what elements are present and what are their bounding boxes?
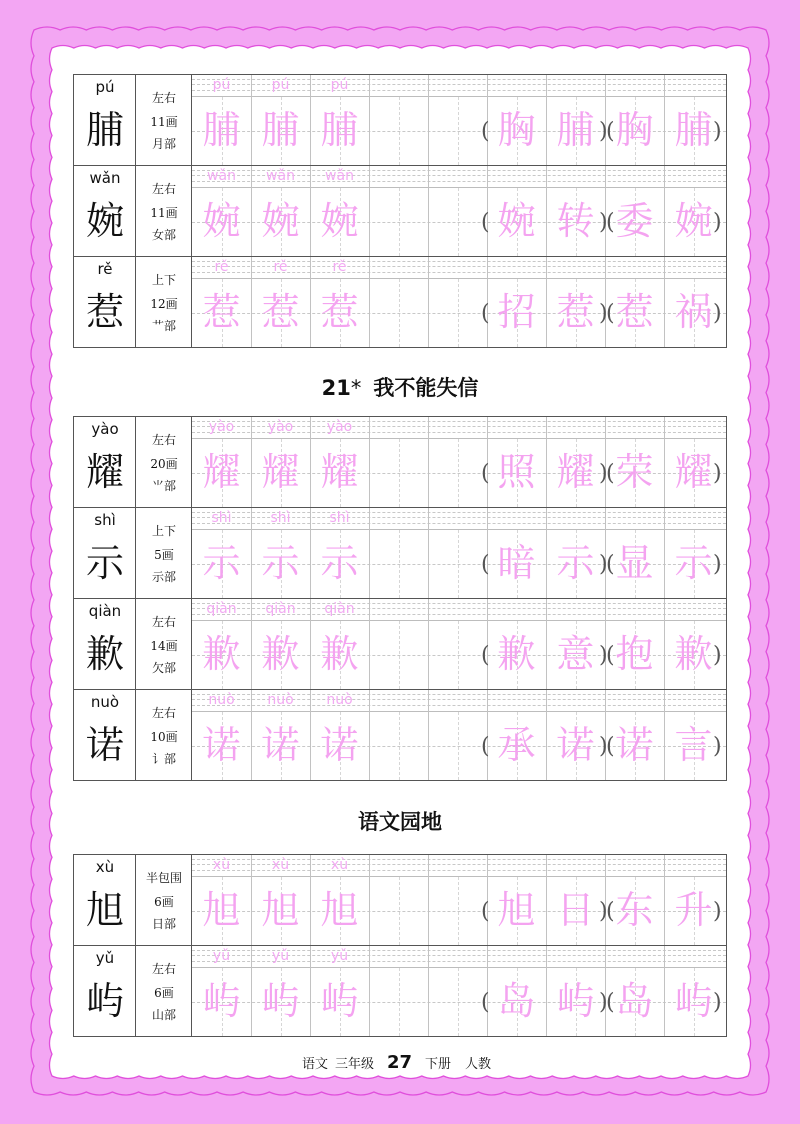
- trace-character: 耀: [202, 450, 241, 494]
- radical: 月部: [151, 137, 176, 151]
- close-paren: ): [599, 990, 608, 1015]
- trace-pinyin: nuò: [326, 692, 353, 708]
- stroke-count: 14画: [150, 639, 178, 653]
- practice-grid: [192, 690, 726, 780]
- open-paren: (: [606, 734, 615, 759]
- cell-divider: [428, 855, 429, 945]
- word-character: 显: [615, 541, 654, 585]
- cell-center-line: [458, 712, 459, 780]
- trace-pinyin: yào: [267, 419, 294, 435]
- practice-grid: [192, 75, 726, 165]
- word-character: 升: [674, 888, 713, 932]
- pinyin-baseline: [192, 278, 726, 279]
- cell-divider: [428, 690, 429, 780]
- radical: 山部: [151, 1008, 176, 1022]
- section-number: 21: [321, 376, 351, 400]
- page-footer: [0, 1052, 800, 1073]
- trace-character: 惹: [320, 290, 359, 334]
- word-character: 示: [556, 541, 595, 585]
- section-title: 语文园地: [358, 810, 442, 834]
- word-character: 日: [556, 888, 595, 932]
- character: 歉: [85, 632, 124, 676]
- pinyin-baseline: [192, 529, 726, 530]
- character-pinyin: qiàn: [88, 602, 122, 620]
- open-paren: (: [606, 990, 615, 1015]
- pinyin-baseline: [192, 438, 726, 439]
- close-paren: ): [713, 552, 722, 577]
- word-character: 耀: [556, 450, 595, 494]
- cell-center-line: [458, 530, 459, 598]
- stroke-count: 6画: [154, 895, 174, 909]
- character-table: [73, 416, 727, 781]
- table-row: [74, 690, 726, 781]
- word-character: 歉: [674, 632, 713, 676]
- cell-divider: [369, 75, 370, 165]
- close-paren: ): [599, 552, 608, 577]
- open-paren: (: [606, 643, 615, 668]
- cell-divider: [369, 855, 370, 945]
- structure: 左右: [151, 706, 176, 720]
- word-character: 旭: [497, 888, 536, 932]
- stroke-count: 5画: [154, 548, 174, 562]
- character: 示: [85, 541, 124, 585]
- trace-pinyin: wǎn: [207, 168, 236, 184]
- trace-character: 婉: [320, 199, 359, 243]
- open-paren: (: [606, 461, 615, 486]
- structure: 左右: [151, 91, 176, 105]
- word-character: 惹: [556, 290, 595, 334]
- character: 脯: [85, 108, 124, 152]
- open-paren: (: [481, 899, 490, 924]
- trace-pinyin: shì: [211, 510, 232, 526]
- stroke-count: 11画: [150, 206, 178, 220]
- character-cell: [74, 599, 136, 689]
- character-pinyin: wǎn: [89, 169, 121, 187]
- radical: 讠部: [151, 752, 176, 766]
- cell-divider: [428, 166, 429, 256]
- pinyin-baseline: [192, 967, 726, 968]
- open-paren: (: [606, 119, 615, 144]
- trace-character: 旭: [202, 888, 241, 932]
- cell-center-line: [399, 968, 400, 1036]
- character-pinyin: pú: [95, 78, 115, 96]
- trace-character: 旭: [261, 888, 300, 932]
- footer-grade: 三年级: [334, 1057, 374, 1072]
- footer-edition: 人教: [465, 1057, 492, 1072]
- trace-pinyin: nuò: [208, 692, 235, 708]
- trace-character: 示: [320, 541, 359, 585]
- stroke-count: 12画: [150, 297, 178, 311]
- trace-character: 耀: [261, 450, 300, 494]
- character-cell: [74, 946, 136, 1036]
- table-row: [74, 257, 726, 348]
- character-pinyin: xù: [95, 858, 115, 876]
- trace-character: 婉: [261, 199, 300, 243]
- character-pinyin: shì: [94, 511, 116, 529]
- close-paren: ): [599, 899, 608, 924]
- cell-divider: [428, 508, 429, 598]
- close-paren: ): [713, 119, 722, 144]
- cell-center-line: [399, 97, 400, 165]
- footer-subject: 语文: [301, 1057, 328, 1072]
- character-info: [136, 599, 192, 689]
- practice-grid: [192, 599, 726, 689]
- character-cell: [74, 690, 136, 780]
- close-paren: ): [713, 990, 722, 1015]
- pinyin-baseline: [192, 96, 726, 97]
- character: 旭: [85, 888, 124, 932]
- table-row: [74, 417, 726, 508]
- open-paren: (: [481, 461, 490, 486]
- trace-character: 脯: [320, 108, 359, 152]
- character-cell: [74, 508, 136, 598]
- character-table: [73, 74, 727, 348]
- trace-pinyin: wǎn: [266, 168, 295, 184]
- radical: 艹部: [151, 319, 176, 333]
- word-character: 言: [674, 723, 713, 767]
- radical: 女部: [151, 228, 176, 242]
- word-character: 荣: [615, 450, 654, 494]
- cell-divider: [369, 946, 370, 1036]
- open-paren: (: [481, 210, 490, 235]
- character-pinyin: nuò: [90, 693, 120, 711]
- trace-pinyin: xù: [271, 857, 290, 873]
- trace-character: 耀: [320, 450, 359, 494]
- word-character: 惹: [615, 290, 654, 334]
- stroke-count: 11画: [150, 115, 178, 129]
- trace-character: 屿: [320, 979, 359, 1023]
- trace-pinyin: rě: [214, 259, 229, 275]
- word-character: 脯: [674, 108, 713, 152]
- trace-character: 惹: [261, 290, 300, 334]
- open-paren: (: [481, 301, 490, 326]
- trace-pinyin: yào: [208, 419, 235, 435]
- cell-divider: [428, 946, 429, 1036]
- trace-pinyin: xù: [330, 857, 349, 873]
- character-info: [136, 257, 192, 347]
- table-row: [74, 166, 726, 257]
- close-paren: ): [599, 210, 608, 235]
- word-character: 东: [615, 888, 654, 932]
- pinyin-baseline: [192, 620, 726, 621]
- character: 婉: [85, 199, 124, 243]
- table-row: [74, 508, 726, 599]
- cell-divider: [369, 599, 370, 689]
- word-character: 胸: [497, 108, 536, 152]
- practice-grid: [192, 855, 726, 945]
- character-table: [73, 854, 727, 1037]
- practice-grid: [192, 166, 726, 256]
- cell-center-line: [458, 621, 459, 689]
- character: 惹: [85, 290, 124, 334]
- footer-volume: 下册: [425, 1057, 452, 1072]
- cell-center-line: [399, 439, 400, 507]
- word-character: 婉: [497, 199, 536, 243]
- cell-divider: [428, 257, 429, 347]
- close-paren: ): [713, 301, 722, 326]
- structure: 上下: [151, 273, 176, 287]
- trace-pinyin: qiàn: [206, 601, 237, 617]
- character-info: [136, 690, 192, 780]
- word-character: 承: [497, 723, 536, 767]
- close-paren: ): [599, 461, 608, 486]
- character-pinyin: yǔ: [95, 949, 115, 967]
- trace-pinyin: xù: [212, 857, 231, 873]
- cell-divider: [428, 417, 429, 507]
- structure: 上下: [151, 524, 176, 538]
- trace-pinyin: qiàn: [324, 601, 355, 617]
- character-pinyin: rě: [97, 260, 113, 278]
- trace-pinyin: wǎn: [325, 168, 354, 184]
- structure: 左右: [151, 615, 176, 629]
- trace-character: 脯: [202, 108, 241, 152]
- practice-grid: [192, 417, 726, 507]
- cell-center-line: [458, 877, 459, 945]
- character-cell: [74, 417, 136, 507]
- cell-center-line: [399, 279, 400, 347]
- cell-divider: [369, 166, 370, 256]
- word-character: 岛: [497, 979, 536, 1023]
- character-cell: [74, 166, 136, 256]
- character-info: [136, 417, 192, 507]
- character-info: [136, 166, 192, 256]
- close-paren: ): [713, 461, 722, 486]
- trace-pinyin: yào: [326, 419, 353, 435]
- trace-pinyin: rě: [332, 259, 347, 275]
- cell-divider: [428, 599, 429, 689]
- word-character: 祸: [674, 290, 713, 334]
- open-paren: (: [606, 301, 615, 326]
- cell-divider: [428, 75, 429, 165]
- trace-character: 诺: [202, 723, 241, 767]
- open-paren: (: [481, 734, 490, 759]
- open-paren: (: [606, 210, 615, 235]
- practice-grid: [192, 257, 726, 347]
- cell-center-line: [399, 712, 400, 780]
- character-cell: [74, 855, 136, 945]
- table-row: [74, 75, 726, 166]
- trace-pinyin: yǔ: [271, 948, 290, 964]
- radical: ⺌部: [151, 479, 176, 493]
- close-paren: ): [599, 119, 608, 144]
- character-pinyin: yào: [91, 420, 119, 438]
- page-number: 27: [386, 1052, 413, 1073]
- word-character: 耀: [674, 450, 713, 494]
- trace-pinyin: rě: [273, 259, 288, 275]
- open-paren: (: [481, 990, 490, 1015]
- cell-center-line: [458, 188, 459, 256]
- trace-pinyin: pú: [212, 77, 231, 93]
- stroke-count: 20画: [150, 457, 178, 471]
- trace-character: 屿: [261, 979, 300, 1023]
- close-paren: ): [713, 210, 722, 235]
- trace-character: 示: [202, 541, 241, 585]
- close-paren: ): [599, 643, 608, 668]
- trace-character: 惹: [202, 290, 241, 334]
- close-paren: ): [713, 899, 722, 924]
- close-paren: ): [713, 643, 722, 668]
- trace-character: 旭: [320, 888, 359, 932]
- character: 诺: [85, 723, 124, 767]
- trace-character: 婉: [202, 199, 241, 243]
- cell-center-line: [458, 968, 459, 1036]
- pinyin-baseline: [192, 187, 726, 188]
- trace-character: 歉: [320, 632, 359, 676]
- open-paren: (: [481, 643, 490, 668]
- trace-pinyin: yǔ: [330, 948, 349, 964]
- word-character: 抱: [615, 632, 654, 676]
- cell-center-line: [399, 877, 400, 945]
- word-character: 屿: [674, 979, 713, 1023]
- cell-center-line: [458, 97, 459, 165]
- structure: 左右: [151, 962, 176, 976]
- stroke-count: 6画: [154, 986, 174, 1000]
- close-paren: ): [599, 734, 608, 759]
- cell-center-line: [458, 279, 459, 347]
- word-character: 诺: [615, 723, 654, 767]
- pinyin-baseline: [192, 711, 726, 712]
- word-character: 示: [674, 541, 713, 585]
- word-character: 照: [497, 450, 536, 494]
- cell-divider: [369, 690, 370, 780]
- section-title: 我不能失信: [373, 376, 479, 400]
- cell-divider: [369, 417, 370, 507]
- structure: 左右: [151, 182, 176, 196]
- word-character: 岛: [615, 979, 654, 1023]
- cell-divider: [369, 257, 370, 347]
- trace-pinyin: yǔ: [212, 948, 231, 964]
- close-paren: ): [599, 301, 608, 326]
- word-character: 暗: [497, 541, 536, 585]
- radical: 示部: [151, 570, 176, 584]
- trace-character: 脯: [261, 108, 300, 152]
- cell-center-line: [399, 621, 400, 689]
- trace-pinyin: shì: [329, 510, 350, 526]
- open-paren: (: [481, 119, 490, 144]
- structure: 半包围: [145, 871, 182, 885]
- character: 耀: [85, 450, 124, 494]
- word-character: 胸: [615, 108, 654, 152]
- character-info: [136, 855, 192, 945]
- trace-character: 歉: [202, 632, 241, 676]
- stroke-count: 10画: [150, 730, 178, 744]
- trace-character: 歉: [261, 632, 300, 676]
- word-character: 歉: [497, 632, 536, 676]
- trace-pinyin: qiàn: [265, 601, 296, 617]
- practice-grid: [192, 508, 726, 598]
- pinyin-baseline: [192, 876, 726, 877]
- cell-divider: [369, 508, 370, 598]
- cell-center-line: [399, 188, 400, 256]
- trace-pinyin: shì: [270, 510, 291, 526]
- open-paren: (: [481, 552, 490, 577]
- table-row: [74, 946, 726, 1037]
- trace-character: 诺: [320, 723, 359, 767]
- trace-pinyin: nuò: [267, 692, 294, 708]
- word-character: 招: [497, 290, 536, 334]
- trace-character: 屿: [202, 979, 241, 1023]
- section-star: *: [350, 376, 362, 400]
- structure: 左右: [151, 433, 176, 447]
- word-character: 屿: [556, 979, 595, 1023]
- section-heading: [0, 372, 800, 402]
- character: 屿: [85, 979, 124, 1023]
- cell-center-line: [399, 530, 400, 598]
- word-character: 转: [556, 199, 595, 243]
- practice-grid: [192, 946, 726, 1036]
- trace-character: 示: [261, 541, 300, 585]
- trace-pinyin: pú: [271, 77, 290, 93]
- trace-character: 诺: [261, 723, 300, 767]
- character-info: [136, 946, 192, 1036]
- character-cell: [74, 257, 136, 347]
- cell-center-line: [458, 439, 459, 507]
- open-paren: (: [606, 899, 615, 924]
- table-row: [74, 855, 726, 946]
- word-character: 婉: [674, 199, 713, 243]
- section-heading: [0, 806, 800, 836]
- open-paren: (: [606, 552, 615, 577]
- character-cell: [74, 75, 136, 165]
- character-info: [136, 508, 192, 598]
- word-character: 意: [556, 632, 595, 676]
- close-paren: ): [713, 734, 722, 759]
- word-character: 脯: [556, 108, 595, 152]
- radical: 日部: [151, 917, 176, 931]
- radical: 欠部: [151, 661, 176, 675]
- word-character: 诺: [556, 723, 595, 767]
- table-row: [74, 599, 726, 690]
- trace-pinyin: pú: [330, 77, 349, 93]
- character-info: [136, 75, 192, 165]
- word-character: 委: [615, 199, 654, 243]
